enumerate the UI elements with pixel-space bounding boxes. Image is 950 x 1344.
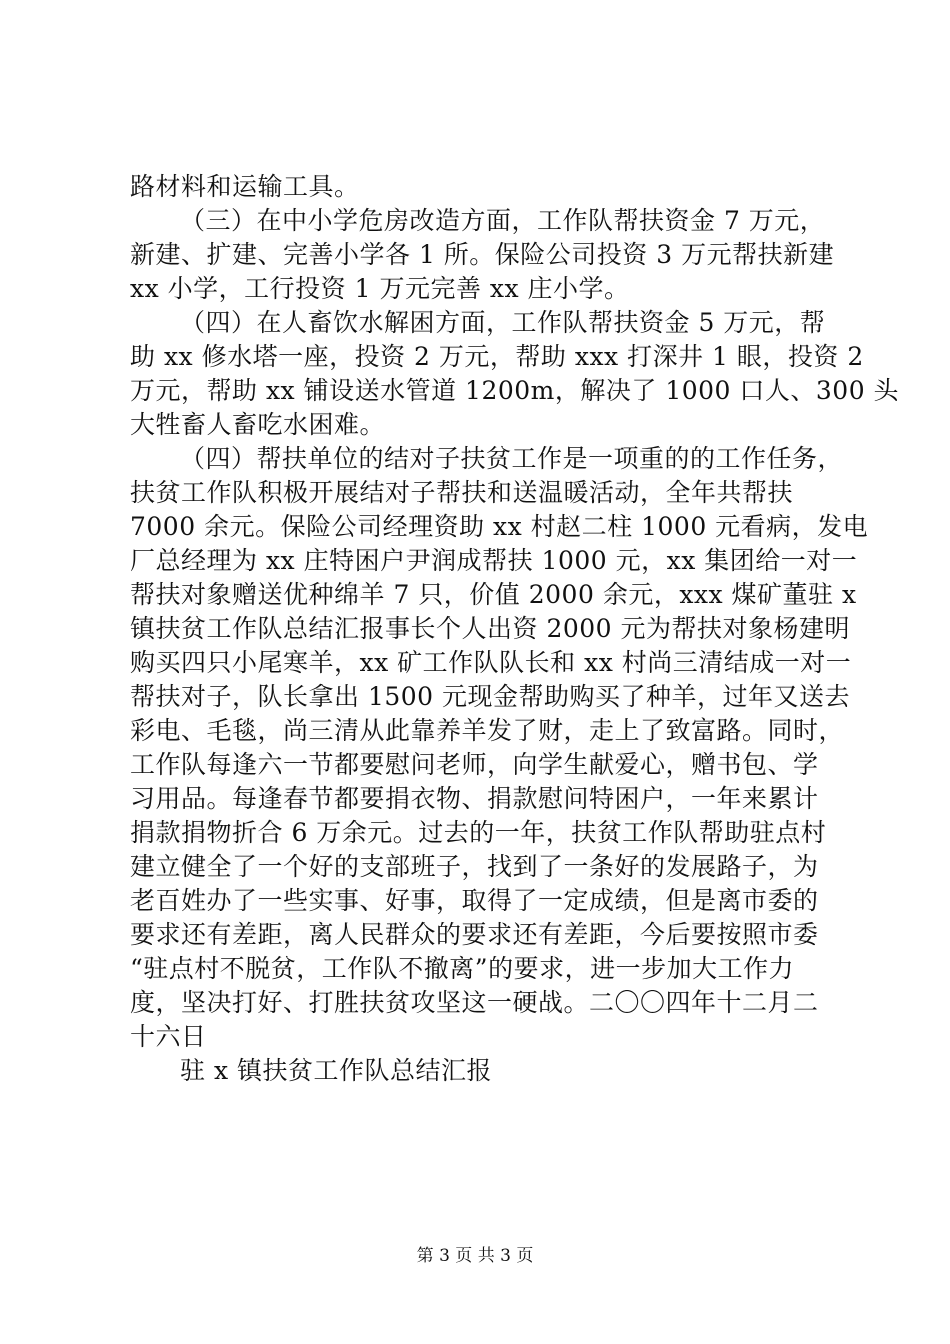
date-line: 十六日 [130, 1022, 207, 1051]
closing-title: 驻 x 镇扶贫工作队总结汇报 [180, 1056, 492, 1085]
body-text-line: 习用品。每逢春节都要捐衣物、捐款慰问特困户，一年来累计 [130, 784, 819, 813]
body-text-line: 助 xx 修水塔一座，投资 2 万元，帮助 xxx 打深井 1 眼，投资 2 [130, 342, 864, 371]
paragraph-heading-4b: （四）帮扶单位的结对子扶贫工作是一项重的的工作任务， [180, 444, 844, 473]
body-text-line: 老百姓办了一些实事、好事，取得了一定成绩，但是离市委的 [130, 886, 819, 915]
body-text-line: “驻点村不脱贫，工作队不撤离”的要求，进一步加大工作力 [130, 954, 795, 983]
body-text-line: 捐款捐物折合 6 万余元。过去的一年，扶贫工作队帮助驻点村 [130, 818, 827, 847]
body-text-line: 新建、扩建、完善小学各 1 所。保险公司投资 3 万元帮扶新建 [130, 240, 835, 269]
body-text-line: 要求还有差距，离人民群众的要求还有差距，今后要按照市委 [130, 920, 819, 949]
body-text-line: 大牲畜人畜吃水困难。 [130, 410, 386, 439]
body-text-line: xx 小学，工行投资 1 万元完善 xx 庄小学。 [130, 274, 630, 303]
body-text-line: 帮扶对象赠送优种绵羊 7 只，价值 2000 余元，xxx 煤矿董驻 x [130, 580, 857, 609]
body-text-line: 度，坚决打好、打胜扶贫攻坚这一硬战。二〇〇四年十二月二 [130, 988, 819, 1017]
body-text-line: 厂总经理为 xx 庄特困户尹润成帮扶 1000 元，xx 集团给一对一 [130, 546, 858, 575]
body-text-line: 帮扶对子，队长拿出 1500 元现金帮助购买了种羊，过年又送去 [130, 682, 851, 711]
body-text-line: 彩电、毛毯，尚三清从此靠养羊发了财，走上了致富路。同时， [130, 716, 845, 745]
body-text-line: 建立健全了一个好的支部班子，找到了一条好的发展路子，为 [130, 852, 819, 881]
body-text-line: 万元，帮助 xx 铺设送水管道 1200m，解决了 1000 口人、300 头 [130, 376, 900, 405]
body-text-line: 扶贫工作队积极开展结对子帮扶和送温暖活动，全年共帮扶 [130, 478, 794, 507]
body-text-line: 路材料和运输工具。 [130, 172, 360, 201]
page-number-footer: 第 3 页 共 3 页 [416, 1246, 534, 1266]
body-text-line: 工作队每逢六一节都要慰问老师，向学生献爱心，赠书包、学 [130, 750, 819, 779]
paragraph-heading-4: （四）在人畜饮水解困方面，工作队帮扶资金 5 万元，帮 [180, 308, 826, 337]
body-text-line: 7000 余元。保险公司经理资助 xx 村赵二柱 1000 元看病，发电 [130, 512, 869, 541]
paragraph-heading-3: （三）在中小学危房改造方面，工作队帮扶资金 7 万元， [180, 206, 826, 235]
body-text-line: 购买四只小尾寒羊，xx 矿工作队队长和 xx 村尚三清结成一对一 [130, 648, 852, 677]
body-text-line: 镇扶贫工作队总结汇报事长个人出资 2000 元为帮扶对象杨建明 [130, 614, 851, 643]
